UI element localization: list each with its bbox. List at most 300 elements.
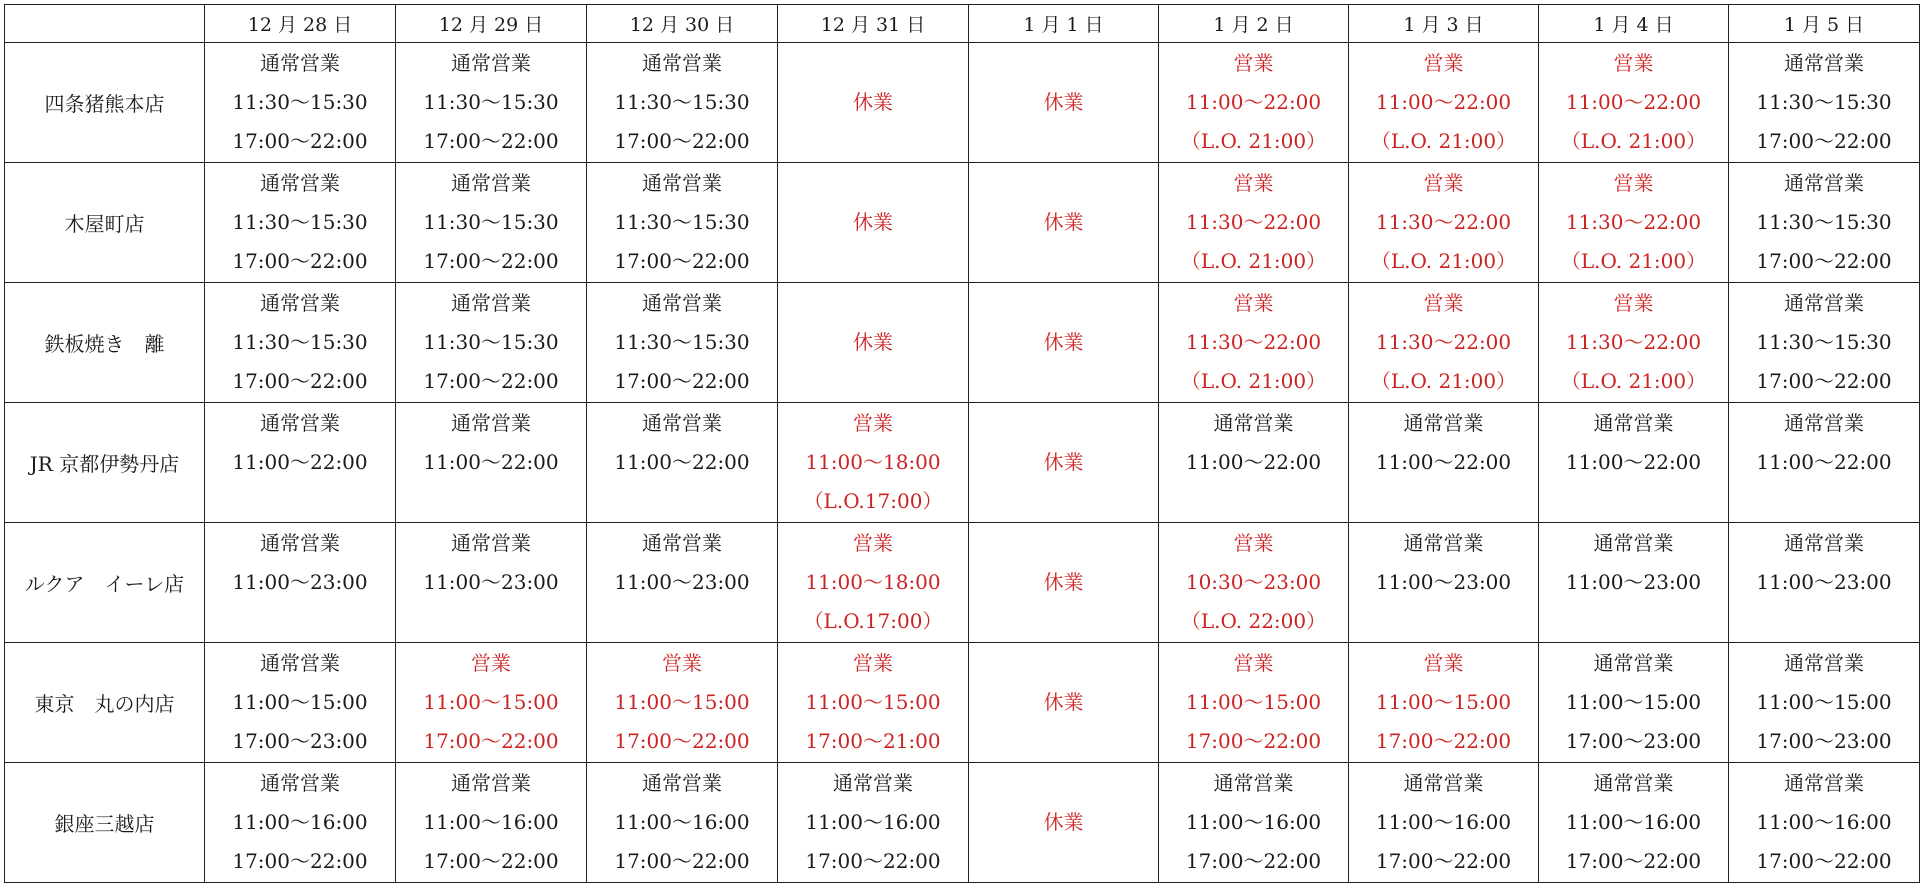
status-text: 営業 — [1613, 171, 1654, 195]
hours-lines — [587, 167, 777, 278]
status-text: 営業 — [1233, 651, 1274, 675]
hours-cell — [778, 163, 969, 283]
hours-text: 11:30～22:00 — [1565, 210, 1702, 234]
hours-lines — [1159, 287, 1348, 398]
hours-cell — [587, 43, 778, 163]
status-text: 通常営業 — [642, 531, 722, 555]
hours-lines — [205, 647, 395, 758]
status-text: 営業 — [853, 651, 893, 675]
status-text: 通常営業 — [1213, 411, 1294, 435]
hours-text: 17:00～22:00 — [1565, 849, 1702, 873]
hours-cell — [778, 523, 969, 643]
status-text: 営業 — [1423, 291, 1464, 315]
status-text: 通常営業 — [1593, 651, 1674, 675]
hours-cell — [1159, 43, 1349, 163]
hours-text — [1349, 605, 1538, 638]
hours-cell — [969, 403, 1159, 523]
hours-text: 17:00～22:00 — [423, 369, 559, 393]
hours-text: 17:00～22:00 — [614, 129, 750, 153]
hours-text: 11:30～15:30 — [232, 330, 368, 354]
store-name: 四条猪熊本店 — [5, 43, 205, 163]
hours-cell — [1159, 643, 1349, 763]
store-row — [5, 43, 1920, 163]
date-header: 1 月 2 日 — [1159, 5, 1349, 43]
hours-text: 11:00～22:00 — [232, 450, 368, 474]
hours-lines — [969, 326, 1158, 359]
status-text: 通常営業 — [451, 291, 531, 315]
hours-lines — [1729, 647, 1919, 758]
status-text: 通常営業 — [833, 771, 913, 795]
holiday-hours-table — [4, 4, 1920, 883]
status-text: 営業 — [1423, 651, 1464, 675]
hours-text — [1729, 485, 1919, 518]
status-text: 通常営業 — [260, 531, 340, 555]
status-text: 通常営業 — [260, 411, 340, 435]
hours-text: 17:00～23:00 — [232, 729, 368, 753]
hours-cell — [587, 163, 778, 283]
hours-text: 11:00～15:00 — [232, 690, 368, 714]
date-header: 12 月 29 日 — [396, 5, 587, 43]
hours-lines — [1539, 407, 1728, 518]
status-text: 営業 — [1613, 291, 1654, 315]
hours-text: 17:00～22:00 — [1375, 849, 1512, 873]
hours-text: 11:30～22:00 — [1185, 330, 1322, 354]
hours-text: 17:00～22:00 — [423, 729, 559, 753]
hours-text: 11:00～23:00 — [1756, 570, 1892, 594]
hours-text: 11:00～23:00 — [614, 570, 750, 594]
hours-lines — [969, 686, 1158, 719]
hours-cell — [969, 643, 1159, 763]
hours-text: 11:30～15:30 — [232, 90, 368, 114]
hours-lines — [205, 47, 395, 158]
hours-lines — [1539, 647, 1728, 758]
hours-text: 11:00～16:00 — [232, 810, 368, 834]
status-text: 通常営業 — [260, 291, 340, 315]
hours-text: 11:00～16:00 — [1756, 810, 1892, 834]
hours-text: 11:00～16:00 — [1375, 810, 1512, 834]
hours-cell — [1539, 43, 1729, 163]
date-header: 12 月 28 日 — [205, 5, 396, 43]
hours-cell — [1729, 523, 1920, 643]
hours-text: 11:30～15:30 — [1756, 90, 1892, 114]
hours-text: 11:30～15:30 — [1756, 210, 1892, 234]
status-text: 通常営業 — [1784, 411, 1864, 435]
hours-lines — [587, 407, 777, 518]
status-text: 通常営業 — [1784, 51, 1864, 75]
hours-text: 17:00～22:00 — [232, 249, 368, 273]
hours-lines — [205, 767, 395, 878]
hours-text: 11:00～15:00 — [805, 690, 941, 714]
hours-cell — [205, 283, 396, 403]
hours-text: 11:00～15:00 — [1375, 690, 1512, 714]
status-text: 休業 — [1043, 210, 1084, 234]
hours-text: 10:30～23:00 — [1185, 570, 1322, 594]
hours-lines — [778, 86, 968, 119]
hours-lines — [1729, 287, 1919, 398]
hours-text: （L.O. 21:00） — [1370, 129, 1517, 153]
hours-cell — [969, 523, 1159, 643]
hours-text: 17:00～22:00 — [1756, 369, 1892, 393]
hours-cell — [396, 523, 587, 643]
hours-cell — [778, 283, 969, 403]
hours-cell — [587, 763, 778, 883]
status-text: 通常営業 — [451, 171, 531, 195]
status-text: 営業 — [1233, 291, 1274, 315]
hours-lines — [1159, 47, 1348, 158]
hours-text: 17:00～22:00 — [232, 369, 368, 393]
hours-lines — [396, 527, 586, 638]
hours-cell — [396, 763, 587, 883]
hours-lines — [587, 287, 777, 398]
hours-lines — [969, 86, 1158, 119]
hours-lines — [778, 527, 968, 638]
hours-cell — [1729, 163, 1920, 283]
hours-lines — [1349, 527, 1538, 638]
hours-text: （L.O. 21:00） — [1370, 369, 1517, 393]
status-text: 休業 — [1043, 810, 1084, 834]
status-text: 営業 — [1423, 51, 1464, 75]
hours-cell — [1729, 403, 1920, 523]
store-name: JR 京都伊勢丹店 — [5, 403, 205, 523]
status-text: 休業 — [1043, 450, 1084, 474]
hours-lines — [778, 206, 968, 239]
hours-lines — [778, 407, 968, 518]
hours-cell — [396, 643, 587, 763]
hours-cell — [778, 403, 969, 523]
hours-text: 11:00～22:00 — [1185, 450, 1322, 474]
hours-text: 11:30～15:30 — [423, 210, 559, 234]
store-rows — [5, 43, 1920, 883]
hours-cell — [778, 43, 969, 163]
status-text: 通常営業 — [1784, 291, 1864, 315]
hours-text: 17:00～22:00 — [423, 129, 559, 153]
hours-cell — [1159, 163, 1349, 283]
hours-text: 11:30～22:00 — [1375, 210, 1512, 234]
hours-text: 17:00～22:00 — [232, 129, 368, 153]
hours-text — [205, 485, 395, 518]
hours-cell — [587, 283, 778, 403]
hours-lines — [1349, 767, 1538, 878]
status-text: 通常営業 — [451, 531, 531, 555]
hours-cell — [1349, 643, 1539, 763]
hours-lines — [969, 806, 1158, 839]
hours-text: 11:00～22:00 — [1756, 450, 1892, 474]
hours-text: 17:00～22:00 — [1756, 129, 1892, 153]
hours-lines — [1159, 167, 1348, 278]
hours-lines — [1729, 527, 1919, 638]
status-text: 通常営業 — [1593, 411, 1674, 435]
hours-lines — [778, 767, 968, 878]
hours-lines — [778, 326, 968, 359]
status-text: 営業 — [662, 651, 702, 675]
hours-text: 11:30～15:30 — [1756, 330, 1892, 354]
hours-cell — [1539, 283, 1729, 403]
hours-lines — [969, 206, 1158, 239]
status-text: 通常営業 — [642, 411, 722, 435]
hours-text — [1539, 485, 1728, 518]
store-row — [5, 643, 1920, 763]
hours-lines — [1349, 647, 1538, 758]
hours-cell — [205, 763, 396, 883]
status-text: 休業 — [853, 330, 893, 354]
date-header: 1 月 4 日 — [1539, 5, 1729, 43]
status-text: 通常営業 — [642, 771, 722, 795]
date-header: 12 月 31 日 — [778, 5, 969, 43]
hours-lines — [587, 767, 777, 878]
hours-cell — [205, 523, 396, 643]
store-name: 木屋町店 — [5, 163, 205, 283]
store-row — [5, 283, 1920, 403]
hours-text — [1159, 485, 1348, 518]
hours-lines — [1349, 167, 1538, 278]
hours-cell — [396, 163, 587, 283]
status-text: 営業 — [1233, 531, 1274, 555]
hours-cell — [1349, 763, 1539, 883]
status-text: 営業 — [853, 531, 893, 555]
hours-text: 11:00～23:00 — [1565, 570, 1702, 594]
hours-text: 11:30～15:30 — [614, 210, 750, 234]
status-text: 休業 — [1043, 90, 1084, 114]
hours-text: 11:00～15:00 — [1565, 690, 1702, 714]
hours-cell — [1539, 523, 1729, 643]
hours-text: 17:00～22:00 — [614, 729, 750, 753]
hours-text: 17:00～22:00 — [805, 849, 941, 873]
hours-lines — [1539, 287, 1728, 398]
hours-lines — [396, 647, 586, 758]
hours-text: 11:00～22:00 — [1375, 90, 1512, 114]
hours-text: 11:00～18:00 — [805, 570, 941, 594]
hours-text: 17:00～22:00 — [423, 849, 559, 873]
hours-text: 11:00～22:00 — [1565, 450, 1702, 474]
hours-lines — [1159, 527, 1348, 638]
hours-text: 17:00～22:00 — [614, 369, 750, 393]
hours-cell — [587, 643, 778, 763]
hours-cell — [205, 403, 396, 523]
hours-text: 17:00～21:00 — [805, 729, 941, 753]
status-text: 営業 — [1233, 51, 1274, 75]
hours-text: 11:00～16:00 — [423, 810, 559, 834]
date-header: 1 月 5 日 — [1729, 5, 1920, 43]
hours-text: 17:00～22:00 — [232, 849, 368, 873]
hours-text: （L.O. 21:00） — [1180, 369, 1327, 393]
hours-text: 17:00～22:00 — [423, 249, 559, 273]
status-text: 営業 — [853, 411, 893, 435]
hours-lines — [1159, 407, 1348, 518]
hours-lines — [396, 47, 586, 158]
corner-cell — [5, 5, 205, 43]
status-text: 通常営業 — [260, 171, 340, 195]
hours-text: 11:00～16:00 — [805, 810, 941, 834]
status-text: 営業 — [1613, 51, 1654, 75]
store-name: ルクア イーレ店 — [5, 523, 205, 643]
status-text: 休業 — [1043, 570, 1084, 594]
hours-cell — [1539, 643, 1729, 763]
hours-text: 11:30～22:00 — [1375, 330, 1512, 354]
status-text: 営業 — [1233, 171, 1274, 195]
status-text: 通常営業 — [260, 51, 340, 75]
hours-lines — [1539, 767, 1728, 878]
hours-text: 17:00～23:00 — [1565, 729, 1702, 753]
hours-text: 11:30～15:30 — [614, 90, 750, 114]
hours-cell — [1349, 403, 1539, 523]
hours-text: 11:30～15:30 — [423, 330, 559, 354]
hours-text — [205, 605, 395, 638]
hours-cell — [969, 163, 1159, 283]
hours-lines — [205, 527, 395, 638]
hours-text: 17:00～22:00 — [1756, 249, 1892, 273]
status-text: 通常営業 — [1213, 771, 1294, 795]
hours-lines — [396, 167, 586, 278]
hours-lines — [1539, 47, 1728, 158]
hours-lines — [1729, 47, 1919, 158]
hours-cell — [1539, 163, 1729, 283]
hours-cell — [1539, 763, 1729, 883]
hours-lines — [1539, 527, 1728, 638]
status-text: 営業 — [1423, 171, 1464, 195]
hours-cell — [1159, 523, 1349, 643]
status-text: 通常営業 — [1784, 171, 1864, 195]
hours-text: 11:00～16:00 — [614, 810, 750, 834]
hours-cell — [969, 43, 1159, 163]
hours-lines — [205, 407, 395, 518]
date-header: 1 月 3 日 — [1349, 5, 1539, 43]
hours-cell — [1349, 523, 1539, 643]
hours-cell — [396, 403, 587, 523]
hours-lines — [1159, 767, 1348, 878]
hours-text: 11:00～22:00 — [1375, 450, 1512, 474]
hours-cell — [1729, 43, 1920, 163]
store-row — [5, 163, 1920, 283]
status-text: 通常営業 — [642, 291, 722, 315]
hours-text: 11:00～15:00 — [614, 690, 750, 714]
hours-cell — [1159, 283, 1349, 403]
hours-text: 11:00～23:00 — [232, 570, 368, 594]
hours-text: 11:00～15:00 — [1756, 690, 1892, 714]
hours-lines — [1349, 287, 1538, 398]
hours-cell — [396, 283, 587, 403]
status-text: 通常営業 — [1784, 531, 1864, 555]
hours-text: 11:00～16:00 — [1185, 810, 1322, 834]
hours-text: 11:00～18:00 — [805, 450, 941, 474]
hours-text: 11:00～22:00 — [1565, 90, 1702, 114]
status-text: 通常営業 — [1403, 411, 1484, 435]
hours-text: 17:00～22:00 — [1185, 729, 1322, 753]
hours-lines — [1729, 767, 1919, 878]
hours-lines — [778, 647, 968, 758]
hours-text: 11:00～22:00 — [1185, 90, 1322, 114]
hours-text: （L.O. 22:00） — [1180, 609, 1327, 633]
hours-text: 17:00～22:00 — [1375, 729, 1512, 753]
hours-lines — [1539, 167, 1728, 278]
status-text: 休業 — [1043, 690, 1084, 714]
hours-cell — [587, 403, 778, 523]
hours-cell — [969, 763, 1159, 883]
store-name: 東京 丸の内店 — [5, 643, 205, 763]
hours-text: 11:30～22:00 — [1565, 330, 1702, 354]
store-name: 鉄板焼き 離 — [5, 283, 205, 403]
hours-cell — [778, 643, 969, 763]
hours-lines — [1729, 167, 1919, 278]
store-name: 銀座三越店 — [5, 763, 205, 883]
hours-lines — [969, 566, 1158, 599]
hours-text: 17:00～23:00 — [1756, 729, 1892, 753]
hours-text — [396, 485, 586, 518]
hours-cell — [1159, 763, 1349, 883]
hours-text: 11:00～23:00 — [423, 570, 559, 594]
status-text: 休業 — [1043, 330, 1084, 354]
status-text: 通常営業 — [451, 411, 531, 435]
status-text: 休業 — [853, 210, 893, 234]
hours-lines — [396, 287, 586, 398]
date-header-row — [5, 5, 1920, 43]
status-text: 通常営業 — [1784, 771, 1864, 795]
hours-lines — [587, 647, 777, 758]
hours-text: 11:30～15:30 — [423, 90, 559, 114]
hours-text: 11:00～23:00 — [1375, 570, 1512, 594]
hours-cell — [205, 163, 396, 283]
status-text: 営業 — [471, 651, 511, 675]
hours-cell — [1729, 643, 1920, 763]
status-text: 通常営業 — [642, 51, 722, 75]
status-text: 通常営業 — [1593, 771, 1674, 795]
hours-text: （L.O. 21:00） — [1180, 129, 1327, 153]
status-text: 通常営業 — [451, 771, 531, 795]
hours-cell — [1539, 403, 1729, 523]
date-header: 1 月 1 日 — [969, 5, 1159, 43]
hours-text — [587, 605, 777, 638]
hours-text: 17:00～22:00 — [614, 849, 750, 873]
status-text: 通常営業 — [1403, 771, 1484, 795]
hours-lines — [1349, 407, 1538, 518]
hours-text: 17:00～22:00 — [614, 249, 750, 273]
status-text: 休業 — [853, 90, 893, 114]
status-text: 通常営業 — [1403, 531, 1484, 555]
hours-text: 11:00～15:00 — [423, 690, 559, 714]
hours-lines — [396, 767, 586, 878]
hours-text: 11:00～22:00 — [614, 450, 750, 474]
hours-cell — [778, 763, 969, 883]
hours-text: （L.O. 21:00） — [1180, 249, 1327, 273]
hours-lines — [587, 527, 777, 638]
status-text: 通常営業 — [260, 771, 340, 795]
hours-lines — [205, 167, 395, 278]
status-text: 通常営業 — [451, 51, 531, 75]
hours-text — [587, 485, 777, 518]
hours-text: 17:00～22:00 — [1756, 849, 1892, 873]
hours-text: （L.O.17:00） — [803, 489, 943, 513]
hours-cell — [1349, 43, 1539, 163]
hours-text — [1539, 605, 1728, 638]
hours-cell — [1729, 763, 1920, 883]
hours-text — [1349, 485, 1538, 518]
hours-lines — [205, 287, 395, 398]
hours-text: 11:30～15:30 — [232, 210, 368, 234]
hours-text: 11:00～22:00 — [423, 450, 559, 474]
hours-text: （L.O.17:00） — [803, 609, 943, 633]
hours-text: 11:30～22:00 — [1185, 210, 1322, 234]
hours-cell — [1349, 163, 1539, 283]
hours-cell — [587, 523, 778, 643]
status-text: 通常営業 — [1593, 531, 1674, 555]
hours-text: （L.O. 21:00） — [1370, 249, 1517, 273]
hours-lines — [1729, 407, 1919, 518]
hours-text: 11:00～15:00 — [1185, 690, 1322, 714]
hours-lines — [396, 407, 586, 518]
status-text: 通常営業 — [1784, 651, 1864, 675]
hours-lines — [1159, 647, 1348, 758]
hours-text: （L.O. 21:00） — [1560, 249, 1707, 273]
hours-text: 17:00～22:00 — [1185, 849, 1322, 873]
